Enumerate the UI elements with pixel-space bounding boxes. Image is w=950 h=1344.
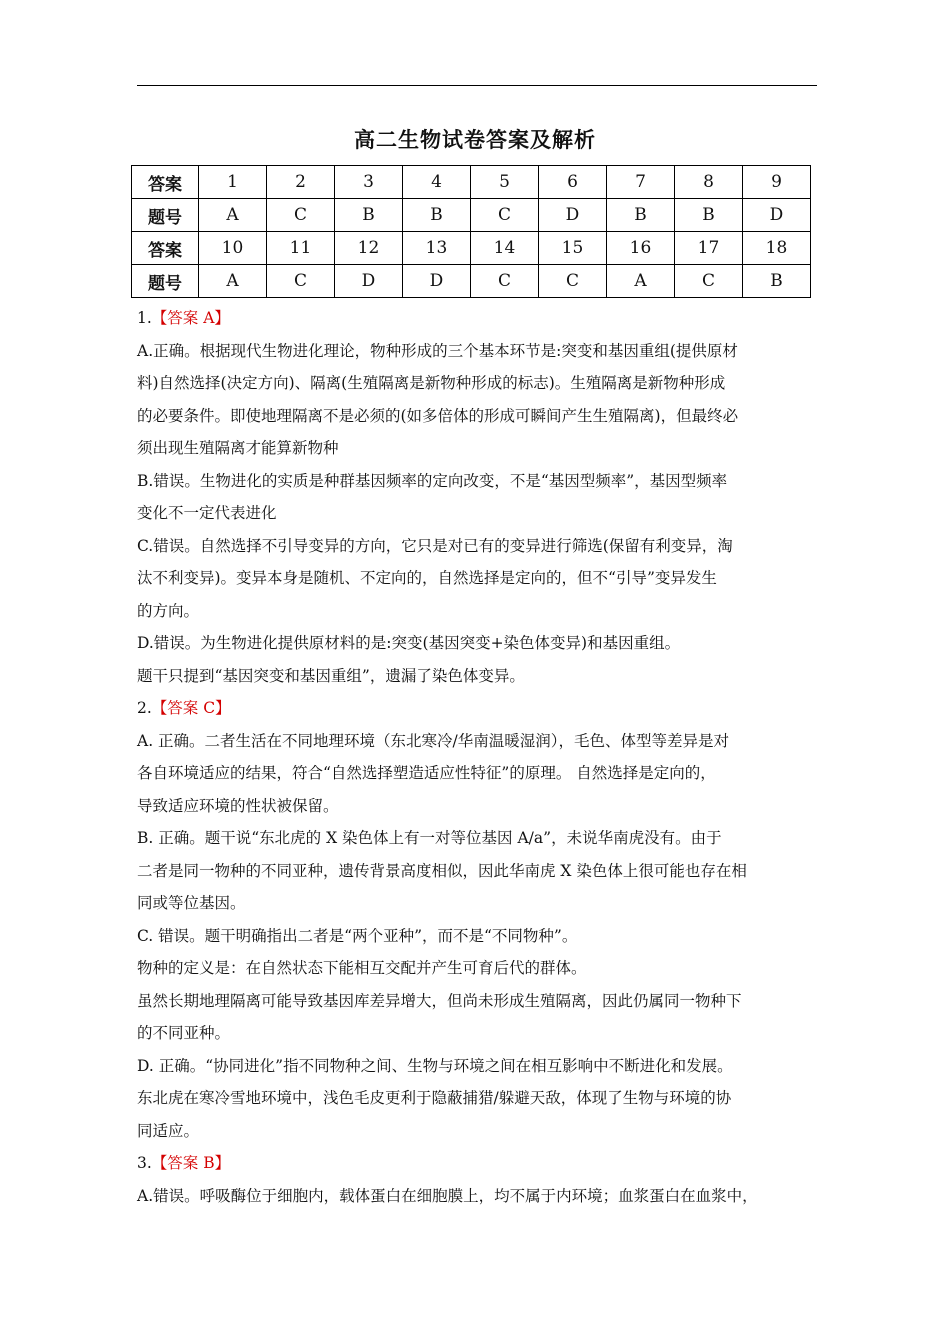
table-cell: 10 [199, 232, 267, 265]
table-cell: 16 [607, 232, 675, 265]
table-cell: B [403, 199, 471, 232]
table-row [132, 232, 811, 265]
text-line: 东北虎在寒冷雪地环境中，浅色毛皮更利于隐蔽捕猎/躲避天敌，体现了生物与环境的协 [137, 1089, 732, 1107]
text-line: 导致适应环境的性状被保留。 [137, 796, 339, 815]
text-line: B. 正确。题干说“东北虎的 X 染色体上有一对等位基因 A/a”，未说华南虎没有。由于 [137, 829, 722, 847]
text-line: 同或等位基因。 [137, 894, 246, 912]
table-cell: D [403, 265, 471, 298]
table-cell: D [743, 199, 811, 232]
table-cell: 4 [403, 166, 471, 199]
explanation-body [137, 302, 823, 1212]
table-cell: 1 [199, 166, 267, 199]
table-cell: B [335, 199, 403, 232]
text-line: 物种的定义是：在自然状态下能相互交配并产生可育后代的群体。 [137, 959, 587, 977]
row-header: 题号 [132, 199, 199, 232]
text-line: 料)自然选择(决定方向)、隔离(生殖隔离是新物种形成的标志)。生殖隔离是新物种形成 [137, 374, 726, 392]
table-cell: D [539, 199, 607, 232]
table-cell: B [675, 199, 743, 232]
text-line: D. 正确。“协同进化”指不同物种之间、生物与环境之间在相互影响中不断进化和发展。 [137, 1056, 733, 1075]
table-cell: 11 [267, 232, 335, 265]
text-line: 的方向。 [137, 601, 200, 620]
text-line: 虽然长期地理隔离可能导致基因库差异增大，但尚未形成生殖隔离，因此仍属同一物种下 [137, 991, 742, 1010]
text-line: 的必要条件。即使地理隔离不是必须的(如多倍体的形成可瞬间产生生殖隔离)，但最终必 [137, 406, 739, 425]
table-cell: 9 [743, 166, 811, 199]
table-cell: A [199, 199, 267, 232]
table-cell: C [539, 265, 607, 298]
question-number: 2. [137, 699, 152, 717]
question-number: 3. [137, 1154, 152, 1172]
answer-label: 【答案 C】 [151, 699, 231, 717]
text-line: 的不同亚种。 [137, 1024, 231, 1042]
page-title: 高二生物试卷答案及解析 [354, 127, 596, 152]
table-cell: C [267, 265, 335, 298]
table-cell: A [199, 265, 267, 298]
table-cell: 3 [335, 166, 403, 199]
text-line: B.错误。生物进化的实质是种群基因频率的定向改变，不是“基因型频率”，基因型频率 [137, 471, 728, 490]
table-cell: C [675, 265, 743, 298]
answer-heading [137, 1147, 823, 1180]
text-line: C. 错误。题干明确指出二者是“两个亚种”，而不是“不同物种”。 [137, 926, 578, 945]
text-line: A. 正确。二者生活在不同地理环境（东北寒冷/华南温暖湿润），毛色、体型等差异是对 [137, 731, 730, 750]
answer-label: 【答案 B】 [151, 1154, 231, 1172]
answer-table [131, 165, 811, 298]
text-line: A.正确。根据现代生物进化理论，物种形成的三个基本环节是:突变和基因重组(提供原材 [137, 341, 738, 360]
text-line: 题干只提到“基因突变和基因重组”，遗漏了染色体变异。 [137, 666, 525, 685]
row-header: 答案 [132, 232, 199, 265]
text-line: 变化不一定代表进化 [137, 504, 277, 522]
question-number: 1. [137, 309, 152, 327]
text-line: A.错误。呼吸酶位于细胞内，载体蛋白在细胞膜上，均不属于内环境；血浆蛋白在血浆中， [137, 1186, 758, 1205]
text-line: 同适应。 [137, 1121, 200, 1140]
table-cell: 8 [675, 166, 743, 199]
table-cell: C [267, 199, 335, 232]
table-cell: D [335, 265, 403, 298]
answer-heading [137, 302, 823, 335]
answer-label: 【答案 A】 [151, 309, 230, 327]
text-line: C.错误。自然选择不引导变异的方向，它只是对已有的变异进行筛选(保留有利变异，淘 [137, 536, 733, 555]
text-line: 二者是同一物种的不同亚种，遗传背景高度相似，因此华南虎 X 染色体上很可能也存在相 [137, 861, 747, 880]
table-row [132, 199, 811, 232]
table-cell: 17 [675, 232, 743, 265]
row-header: 答案 [132, 166, 199, 199]
table-cell: B [607, 199, 675, 232]
row-header: 题号 [132, 265, 199, 298]
table-cell: A [607, 265, 675, 298]
table-cell: 6 [539, 166, 607, 199]
text-line: 各自环境适应的结果，符合“自然选择塑造适应性特征”的原理。 自然选择是定向的， [137, 764, 716, 782]
table-cell: 2 [267, 166, 335, 199]
table-cell: 13 [403, 232, 471, 265]
table-cell: 5 [471, 166, 539, 199]
table-cell: C [471, 199, 539, 232]
table-cell: 15 [539, 232, 607, 265]
table-cell: 14 [471, 232, 539, 265]
table-cell: C [471, 265, 539, 298]
table-cell: B [743, 265, 811, 298]
table-cell: 12 [335, 232, 403, 265]
table-cell: 18 [743, 232, 811, 265]
text-line: D.错误。为生物进化提供原材料的是:突变(基因突变+染色体变异)和基因重组。 [137, 634, 681, 652]
table-row [132, 166, 811, 199]
table-cell: 7 [607, 166, 675, 199]
answer-heading [137, 692, 823, 725]
text-line: 汰不利变异)。变异本身是随机、不定向的，自然选择是定向的，但不“引导”变异发生 [137, 569, 717, 587]
text-line: 须出现生殖隔离才能算新物种 [137, 439, 339, 457]
table-row [132, 265, 811, 298]
header-rule [137, 85, 817, 86]
